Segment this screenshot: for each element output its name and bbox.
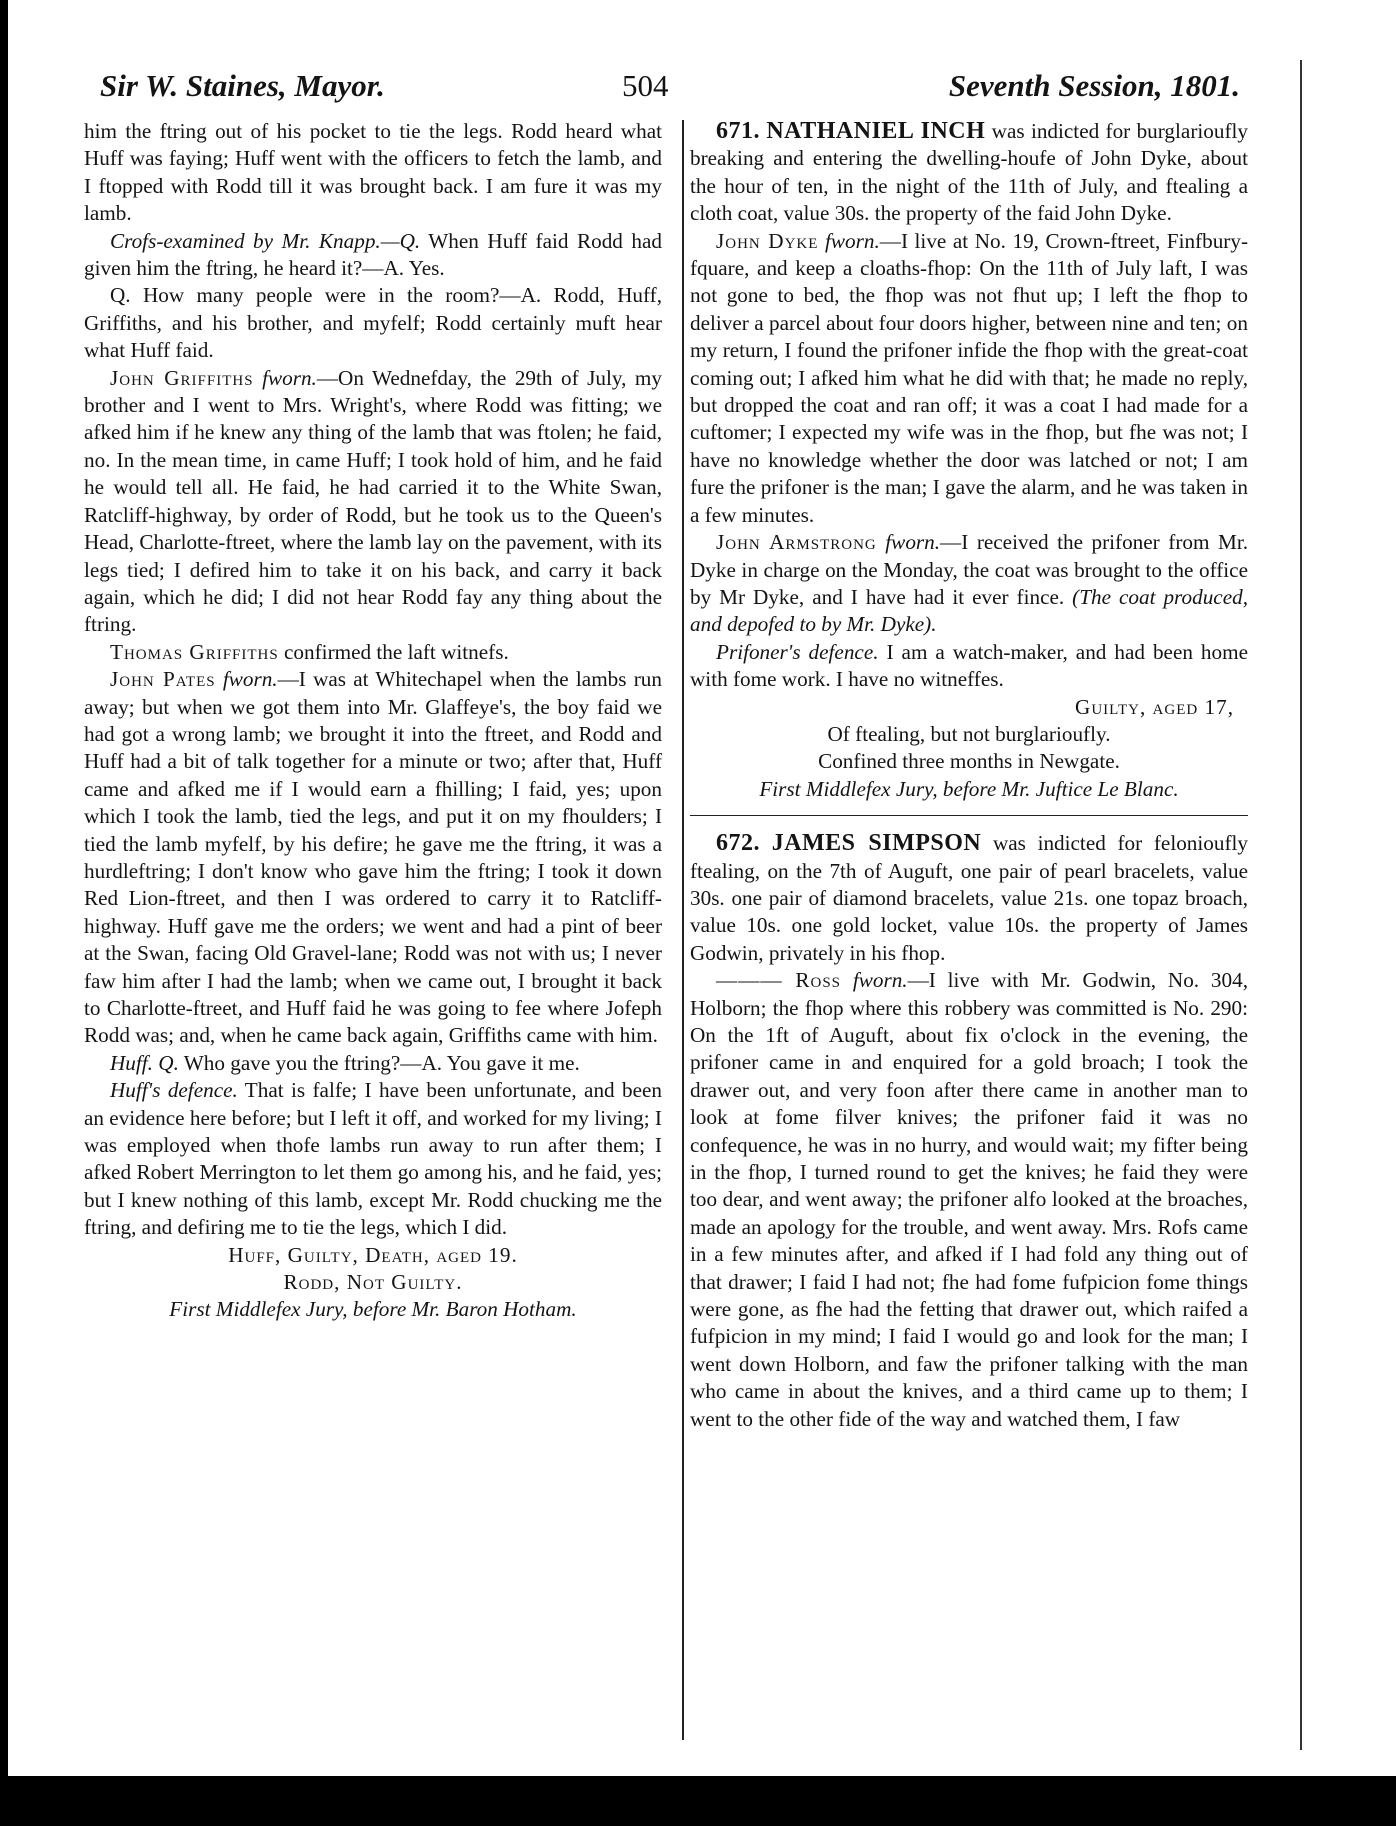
huff-defence: [84, 1077, 662, 1241]
question-answer: Q. How many people were in the room?—A. Rodd, Huff, Griffiths, and his brother, and myfelf; Rodd certainly muft hear what Huff faid.: [84, 283, 662, 363]
sworn-label: fworn.: [825, 228, 880, 253]
verdict-inch: Guilty, aged 17,: [1075, 694, 1234, 719]
running-header: [100, 68, 1240, 112]
left-column: [84, 118, 662, 1324]
sentence: Confined three months in Newgate.: [818, 749, 1120, 774]
header-mayor: Sir W. Staines, Mayor.: [100, 68, 385, 103]
defence-lead: Huff's defence.: [110, 1078, 238, 1103]
huff-lead: Huff. Q.: [110, 1050, 179, 1075]
huff-question: [84, 1050, 662, 1077]
case-separator: [690, 815, 1248, 816]
page-right-rule: [1300, 60, 1302, 1750]
witness-name: Thomas Griffiths: [110, 639, 279, 664]
prisoner-defence: [690, 639, 1248, 694]
testimony-text: confirmed the laft witnefs.: [278, 639, 509, 664]
testimony-thomas-griffiths: [84, 639, 662, 666]
exhibit-note: (The coat produced, and depofed to by Mr. Dyke).: [690, 584, 1248, 637]
defence-lead: Prifoner's defence.: [716, 639, 879, 664]
sworn-label: fworn.: [222, 667, 278, 692]
verdict-huff: Huff, Guilty, Death, aged 19.: [228, 1242, 518, 1267]
sworn-label: fworn.: [262, 365, 317, 390]
indictment-text: was indicted for felonioufly ftealing, on the 7th of Auguft, one pair of pearl bracelets, value 30s. one pair of diamond bracelets, value 21s. one topaz broach, value 10s. one gold locket, value 10s. the property of James Godwin, privately in his fhop.: [690, 831, 1249, 965]
testimony-text: —I received the prifoner from Mr. Dyke in charge on the Monday, the coat was brought to the office by Mr Dyke, and I have had it ever fince.: [690, 530, 1248, 609]
witness-name: ——— Ross: [716, 968, 842, 993]
verdict-note: Of ftealing, but not burglarioufly.: [827, 721, 1111, 746]
testimony-ross: [690, 967, 1248, 1433]
sworn-label: fworn.: [885, 530, 941, 555]
case-number: 671.: [716, 118, 760, 144]
cross-exam-lead: Crofs-examined by Mr. Knapp.—Q.: [110, 228, 421, 253]
testimony-text: —On Wednefday, the 29th of July, my brother and I went to Mrs. Wright's, where Rodd was fitting; we afked him if he knew any thing of the lamb that was ftolen; he faid, no. In the mean time, in came Huff; I took hold of him, and he faid he would tell all. He faid, he had carried it to the White Swan, Ratcliff-highway, by order of Rodd, but he took us to the Queen's Head, Charlotte-ftreet, where the lamb lay on the pavement, with its legs tied; I defired him to take it on his back, and carry it back again, which he did; I did not hear Rodd fay any thing about the ftring.: [84, 365, 663, 637]
defence-text: That is falfe; I have been unfortunate, and been an evidence here before; but I left it off, and worked for my living; I was employed when thofe lambs run away to run after them; I afked Robert Merrington to let them go among his, and he faid, yes; but I knew nothing of this lamb, except Mr. Rodd chucking me the ftring, and defiring me to tie the legs, which I did.: [84, 1078, 662, 1240]
defendant-name: NATHANIEL INCH: [766, 118, 986, 144]
case-671-heading: [690, 118, 1248, 228]
case-672-heading: [690, 830, 1248, 967]
witness-name: John Pates: [110, 667, 216, 692]
case-number: 672.: [716, 830, 760, 857]
huff-text: Who gave you the ftring?—A. You gave it me.: [178, 1050, 580, 1075]
witness-name: John Armstrong: [716, 530, 877, 555]
scan-left-border: [0, 0, 8, 1826]
testimony-pates: [84, 666, 662, 1050]
testimony-text: —I live with Mr. Godwin, No. 304, Holborn; the fhop where this robbery was committed is No. 290: On the 1ft of Auguft, about fix o'clock in the evening, the prifoner came in and enquired for a gold broach; I took the drawer out, and very foon after there came in another man to look at fome filver knives; the prifoner faid it was no confequence, he was in no hurry, and would wait; my fifter being in the fhop, I turned round to get the knives; he faid they were too dear, and went away; the prifoner alfo looked at the broaches, made an apology for the trouble, and went away. Mrs. Rofs came in a few minutes after, and afked if I had fold any thing out of that drawer; I faid I had not; fhe had fome fufpicion fome things were gone, as fhe had the fetting that drawer out, which raifed a fufpicion in my mind; I faid I would go and look for the man; I went down Holborn, and faw the prifoner talking with the man who came in about the knives, and a third came up to them; I went to the other fide of the way and watched them, I faw: [690, 968, 1248, 1431]
witness-name: John Dyke: [716, 228, 819, 253]
verdict-rodd: Rodd, Not Guilty.: [283, 1270, 463, 1295]
continued-testimony: him the ftring out of his pocket to tie the legs. Rodd heard what Huff was faying; Huff went with the officers to fetch the lamb, and I ftopped with Rodd till it was brought back. I am fure it was my lamb.: [84, 119, 662, 226]
testimony-text: —I was at Whitechapel when the lambs run away; but when we got them into Mr. Glaffeye's, the boy faid we had got a wrong lamb; we brought it into the ftreet, and Rodd and Huff had a bit of talk together for a minute or two; after that, Huff came and afked me if I would earn a fhilling; I faid, yes; upon which I took the lamb, tied the legs, and put it on my fhoulders; I tied the lamb myfelf, by his defire; he gave me the ftring, it was a hurdleftring; I don't know who gave him the ftring; I took it down Red Lion-ftreet, and then I was ordered to carry it to Ratcliff-highway. Huff gave me the orders; we went and had a pint of beer at the Swan, facing Old Gravel-lane; Rodd was not with us; I never faw him after I had the lamb; when we came out, I brought it back to Charlotte-ftreet, and Huff faid he was going to fee where Jofeph Rodd was; and, when he came back again, Griffiths came with him.: [84, 667, 662, 1048]
sworn-label: fworn.: [852, 968, 908, 993]
jury-line: First Middlefex Jury, before Mr. Juftice Le Blanc.: [759, 776, 1179, 801]
defence-text: I am a watch-maker, and had been home with fome work. I have no witneffes.: [690, 639, 1248, 692]
cross-examination: [84, 228, 662, 283]
witness-name: John Griffiths: [110, 365, 254, 390]
indictment-text: was indicted for burglarioufly breaking and entering the dwelling-houfe of John Dyke, about the hour of ten, in the night of the 11th of July, and ftealing a cloth coat, value 30s. the property of the faid John Dyke.: [690, 119, 1248, 226]
testimony-griffiths: [84, 365, 662, 639]
header-session: Seventh Session, 1801.: [948, 68, 1240, 103]
column-divider: [682, 120, 684, 1740]
page-number: 504: [622, 68, 669, 103]
testimony-text: —I live at No. 19, Crown-ftreet, Finfbury-fquare, and keep a cloaths-fhop: On the 11th of July laft, I was not gone to bed, the fhop was not fhut up; I left the fhop to deliver a parcel about four doors higher, between nine and ten; on my return, I found the prifoner infide the fhop with the great-coat coming out; I afked him what he did with that; he made no reply, but dropped the coat and ran off; it was a coat I had made for a cuftomer; I expected my wife was in the fhop, but fhe was not; I have no knowledge whether the door was latched or not; I am fure the prifoner is the man; I gave the alarm, and he was taken in a few minutes.: [690, 228, 1249, 527]
testimony-dyke: [690, 228, 1248, 529]
right-column: [690, 118, 1248, 1433]
scan-bottom-border: [0, 1776, 1396, 1826]
jury-line: First Middlefex Jury, before Mr. Baron Hotham.: [169, 1297, 577, 1322]
cross-exam-text: When Huff faid Rodd had given him the ftring, he heard it?—A. Yes.: [84, 228, 662, 281]
testimony-armstrong: [690, 529, 1248, 639]
defendant-name: JAMES SIMPSON: [771, 830, 982, 857]
